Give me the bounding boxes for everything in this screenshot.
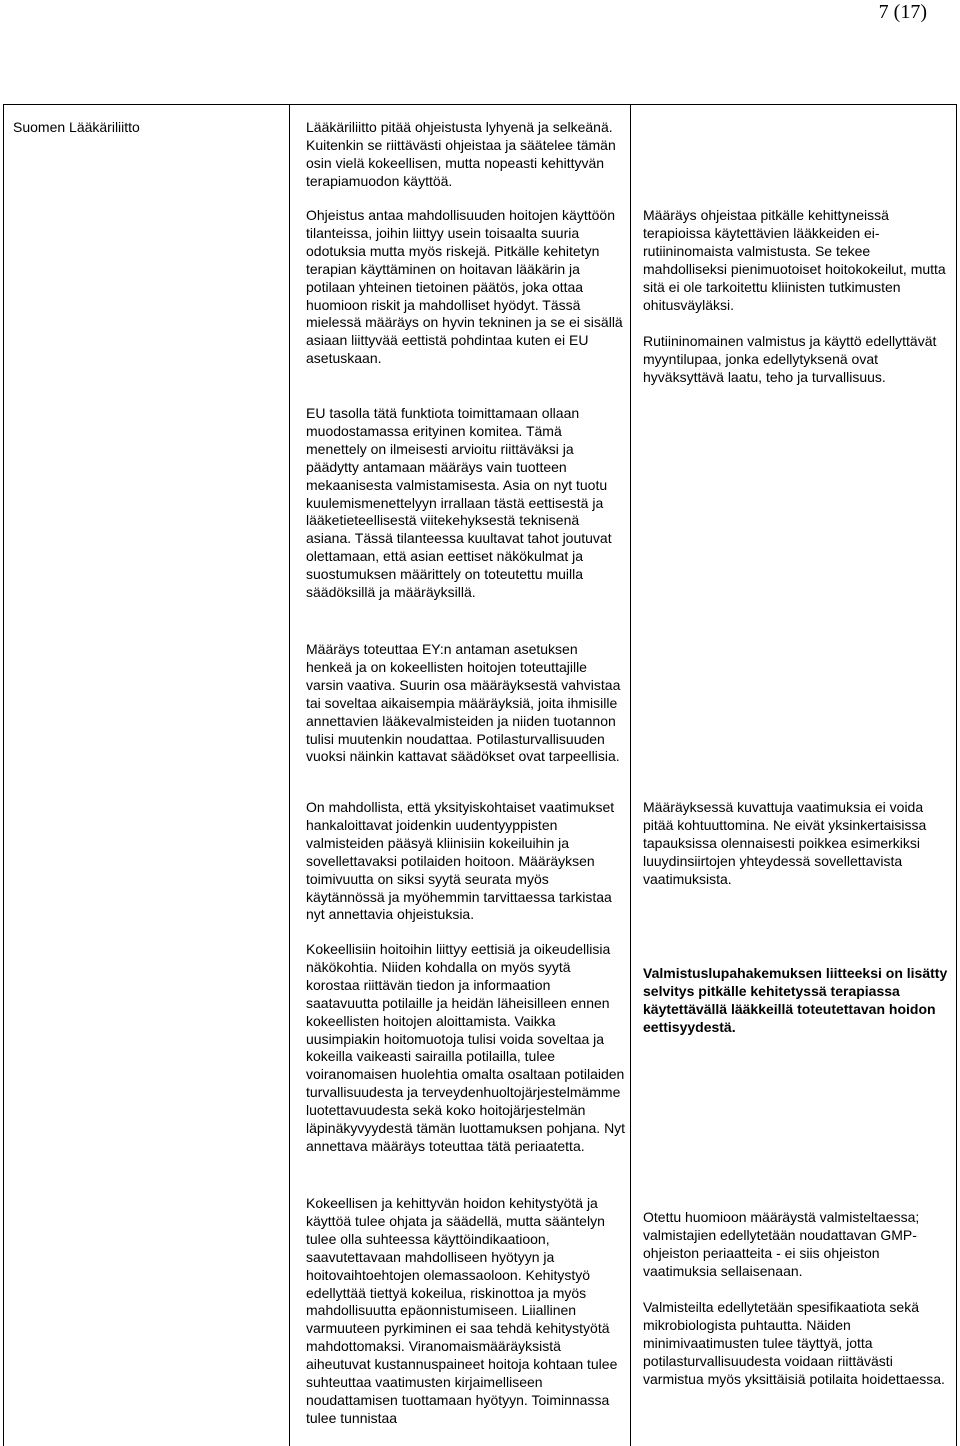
statement-paragraph: Ohjeistus antaa mahdollisuuden hoitojen käyttöön tilanteissa, joihin liittyy usein toisaalta suuria odotuksia mutta myös riskejä. Pitkälle kehitetyn terapian käyttäminen on hoitavan lääkärin ja potilaan yhteinen tietoinen päätös, joka ottaa huomioon riskit ja mahdolliset hyödyt. Tässä mielessä määräys on hyvin tekninen ja se ei sisällä asiaan liittyvää eettistä pohdintaa kuten ei EU asetuskaan. bbox=[306, 207, 623, 367]
column-divider bbox=[630, 105, 631, 1446]
statement-paragraph: Kokeellisen ja kehittyvän hoidon kehitystyötä ja käyttöä tulee ohjata ja säädellä, mutta sääntelyn tulee olla suhteessa käyttöindikaatioon, saavutettavaan mahdolliseen hyötyyn ja hoitovaihtoehtojen olemassaoloon. Kehitystyö edellyttää tiettyä kokeilua, riskinottoa ja myös mahdollisuutta epäonnistumiseen. Liiallinen varmuuteen pyrkiminen ei saa tehdä kehitystyötä mahdottomaksi. Viranomaismääräyksistä aiheutuvat kustannuspaineet hoitoja kohtaan tulee suhteuttaa vaatimusten kirjaimelliseen noudattamisen tuottamaan hyötyyn. Toiminnassa tulee tunnistaa bbox=[306, 1195, 618, 1426]
column-divider bbox=[289, 105, 290, 1446]
response-paragraph: Määräyksessä kuvattuja vaatimuksia ei voida pitää kohtuuttomina. Ne eivät yksinkertaisissa tapauksissa olennaisesti poikkea esimerkiksi luuydinsiirtojen yhteydessä sovellettavista vaatimuksista. bbox=[643, 799, 927, 887]
statement-paragraph: Lääkäriliitto pitää ohjeistusta lyhyenä ja selkeänä. Kuitenkin se riittävästi ohjeistaa ja säätelee tämän osin vielä kokeellisen, mutta nopeasti kehittyvän terapiamuodon käyttöä. bbox=[306, 119, 616, 189]
organization-name: Suomen Lääkäriliitto bbox=[13, 119, 140, 135]
response-paragraph: Määräys ohjeistaa pitkälle kehittyneissä terapioissa käytettävien lääkkeiden ei-rutiininomaista valmistusta. Se tekee mahdolliseksi pienimuotoiset hoitokokeilut, mutta sitä ei ole tarkoitettu kliinisten tutkimusten ohitusväyläksi. bbox=[643, 207, 946, 313]
response-paragraph-bold: Valmistuslupahakemuksen liitteeksi on lisätty selvitys pitkälle kehitetyssä terapiassa käytettävällä lääkkeillä toteutettavan hoidon eettisyydestä. bbox=[643, 965, 948, 1035]
statement-paragraph: On mahdollista, että yksityiskohtaiset vaatimukset hankaloittavat joidenkin uudentyyppisten valmisteiden pääsyä kliinisiin kokeiluihin ja sovellettavaksi potilaiden hoitoon. Määräyksen toimivuutta on siksi syytä seurata myös käytännössä ja myöhemmin tarvittaessa tarkistaa nyt annettavia ohjeistuksia. bbox=[306, 799, 615, 923]
comment-table bbox=[3, 104, 957, 1446]
statement-paragraph: Kokeellisiin hoitoihin liittyy eettisiä ja oikeudellisia näkökohtia. Niiden kohdalla on myös syytä korostaa riittävän tiedon ja informaation saatavuutta potilaille ja heidän läheisilleen ennen kokeellisten hoitojen aloittamista. Vaikka uusimpiakin hoitomuotoja tulisi voida soveltaa ja kokeilla vaikeasti sairailla potilailla, tulee voiranomaisen huolehtia omalta osaltaan potilaiden turvallisuudesta ja terveydenhuoltojärjestelmämme luotettavuudesta sekä koko hoitojärjestelmän läpinäkyvyydestä tämän luottamuksen pohjana. Nyt annettava määräys toteuttaa tätä periaatetta. bbox=[306, 941, 626, 1154]
response-paragraph: Otettu huomioon määräystä valmisteltaessa; valmistajien edellytetään noudattavan GMP-ohjeiston periaatteita - ei siis ohjeiston vaatimuksia sellaisenaan. bbox=[643, 1209, 920, 1279]
response-paragraph: Valmisteilta edellytetään spesifikaatiota sekä mikrobiologista puhtautta. Näiden minimivaatimusten tulee täyttyä, jotta potilasturvallisuudesta voidaan riittävästi varmistua myös yksittäisiä potilaita hoidettaessa. bbox=[643, 1299, 945, 1387]
statement-paragraph: EU tasolla tätä funktiota toimittamaan ollaan muodostamassa erityinen komitea. Tämä menettely on ilmeisesti arvioitu riittäväksi ja päädytty antamaan määräys vain tuotteen mekaanisesta valmistamisesta. Asia on nyt tuotu kuulemismenettelyyn irrallaan tästä eettisestä ja lääketieteellisestä viitekehyksestä teknisenä asiana. Tässä tilanteessa kuultavat tahot joutuvat olettamaan, että asian eettiset näkökulmat ja suostumuksen määrittely on toteutettu muilla säädöksillä ja määräyksillä. bbox=[306, 405, 612, 601]
statement-paragraph: Määräys toteuttaa EY:n antaman asetuksen henkeä ja on kokeellisten hoitojen toteuttajille varsin vaativa. Suurin osa määräyksestä vahvistaa tai soveltaa aikaisempia määräyksiä, joita ihmisille annettavien lääkevalmisteiden ja niiden tuotannon tulisi muutenkin noudattaa. Potilasturvallisuuden vuoksi näinkin kattavat säädökset ovat tarpeellisia. bbox=[306, 641, 621, 765]
page-number: 7 (17) bbox=[878, 1, 927, 23]
response-paragraph: Rutiininomainen valmistus ja käyttö edellyttävät myyntilupaa, jonka edellytyksenä ovat hyväksyttävä laatu, teho ja turvallisuus. bbox=[643, 333, 937, 385]
